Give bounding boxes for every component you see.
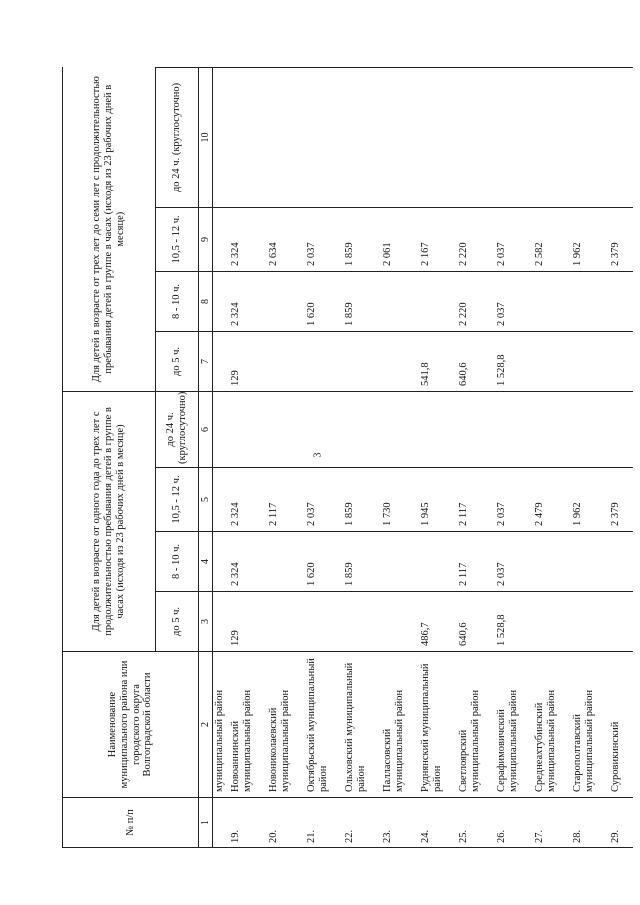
row-value-col-7 [381,331,419,391]
header-sub-3: 10,5 - 12 ч. [156,468,199,532]
row-value-col-9: 2 220 [457,207,495,271]
table-row [533,67,571,847]
table-row [381,67,419,847]
row-value-col-5: 2 117 [267,468,305,532]
row-value-col-8: 2 220 [457,271,495,331]
row-value-col-3 [343,592,381,652]
row-value-col-10 [609,67,633,207]
row-value-col-8: 2 324 [229,271,267,331]
row-value-col-9: 2 037 [495,207,533,271]
row-value-col-10 [457,67,495,207]
row-value-col-4: 2 324 [229,532,267,592]
row-value-col-10 [229,67,267,207]
row-value-col-4 [381,532,419,592]
row-value-col-5: 1 962 [571,468,609,532]
row-number: 28. [571,798,609,848]
row-value-col-6 [609,391,633,467]
row-value-col-10 [213,67,230,207]
row-value-col-3 [381,592,419,652]
row-name: муниципальный район [213,652,230,798]
table-row [213,67,230,847]
row-value-col-9: 2 634 [267,207,305,271]
row-name: Палласовский муниципальный район [381,652,419,798]
row-name: Старополтавский муниципальный район [571,652,609,798]
row-value-col-6 [229,391,267,467]
row-value-col-8 [267,271,305,331]
row-number: 25. [457,798,495,848]
row-value-col-8: 1 620 [305,271,343,331]
row-number [213,798,230,848]
row-value-col-8 [381,271,419,331]
row-value-col-10 [305,67,343,207]
row-value-col-3 [267,592,305,652]
row-value-col-6 [381,391,419,467]
table-row [305,67,343,847]
row-name: Среднеахтубинский муниципальный район [533,652,571,798]
row-value-col-9: 2 582 [533,207,571,271]
row-value-col-5: 1 730 [381,468,419,532]
header-group-1-3: Для детей в возрасте от одного года до трех лет с продолжительностью пребывания детей в группе в часах (исходя из 23 рабочих дней в месяце) [63,391,156,651]
row-name: Новоаннинский муниципальный район [229,652,267,798]
row-value-col-7: 1 528,8 [495,331,533,391]
row-value-col-4: 1 620 [305,532,343,592]
row-value-col-5: 2 379 [609,468,633,532]
table-row [343,67,381,847]
row-value-col-9: 2 037 [305,207,343,271]
header-colnum-9: 9 [199,207,213,271]
row-value-col-7: 541,8 [419,331,457,391]
row-value-col-3: 486,7 [419,592,457,652]
header-colnum-8: 8 [199,271,213,331]
header-sub-1: до 5 ч. [156,592,199,652]
row-value-col-5: 1 945 [419,468,457,532]
header-sub-2: 8 - 10 ч. [156,532,199,592]
row-value-col-3 [571,592,609,652]
row-value-col-3 [305,592,343,652]
row-value-col-8 [571,271,609,331]
row-value-col-10 [419,67,457,207]
row-number: 29. [609,798,633,848]
header-colnum-7: 7 [199,331,213,391]
row-value-col-4 [533,532,571,592]
row-value-col-7 [213,331,230,391]
row-value-col-6 [267,391,305,467]
row-value-col-5 [213,468,230,532]
row-number: 27. [533,798,571,848]
row-value-col-4 [267,532,305,592]
row-name: Ольховский муниципальный район [343,652,381,798]
row-value-col-4 [419,532,457,592]
row-value-col-10 [533,67,571,207]
table-row [267,67,305,847]
row-value-col-8 [213,271,230,331]
row-name: Октябрьский муниципальный район [305,652,343,798]
row-value-col-6 [571,391,609,467]
row-value-col-9 [213,207,230,271]
row-value-col-9: 2 061 [381,207,419,271]
header-name: Наименование муниципального района или городского округа Волгоградской области [63,652,199,798]
row-name: Серафимовичский муниципальный район [495,652,533,798]
row-value-col-3 [609,592,633,652]
row-value-col-4: 2 037 [495,532,533,592]
row-value-col-4: 1 859 [343,532,381,592]
row-value-col-5: 2 479 [533,468,571,532]
row-value-col-7: 640,6 [457,331,495,391]
header-colnum-1: 1 [199,798,213,848]
row-value-col-3: 1 528,8 [495,592,533,652]
row-value-col-10 [571,67,609,207]
row-value-col-4 [571,532,609,592]
row-value-col-5: 2 324 [229,468,267,532]
row-value-col-6 [343,391,381,467]
row-number: 26. [495,798,533,848]
row-value-col-10 [267,67,305,207]
tariff-table [62,67,633,848]
row-value-col-8: 2 037 [495,271,533,331]
row-name: Руднянский муниципальный район [419,652,457,798]
header-colnum-3: 3 [199,592,213,652]
header-sub-5: до 5 ч. [156,331,199,391]
page-number: 3 [312,452,324,458]
row-value-col-3 [533,592,571,652]
row-number: 22. [343,798,381,848]
table-row [495,67,533,847]
row-value-col-9: 2 379 [609,207,633,271]
row-value-col-5: 2 117 [457,468,495,532]
row-value-col-8 [419,271,457,331]
table-row [419,67,457,847]
row-value-col-5: 2 037 [495,468,533,532]
row-value-col-7: 129 [229,331,267,391]
row-number: 20. [267,798,305,848]
row-value-col-7 [305,331,343,391]
row-value-col-8 [533,271,571,331]
header-group-3-7: Для детей в возрасте от трех лет до семи лет с продолжительностью пребывания детей в группе в часах (исходя из 23 рабочих дней в месяце) [63,67,156,391]
header-no: № п/п [63,798,199,848]
row-value-col-8: 1 859 [343,271,381,331]
header-sub-4: до 24 ч. (круглосуточно) [156,391,199,467]
row-value-col-7 [267,331,305,391]
row-value-col-7 [343,331,381,391]
row-value-col-6 [457,391,495,467]
table-row [229,67,267,847]
row-value-col-10 [495,67,533,207]
header-colnum-10: 10 [199,67,213,207]
header-sub-6: 8 - 10 ч. [156,271,199,331]
row-value-col-3 [213,592,230,652]
row-value-col-7 [571,331,609,391]
row-value-col-5: 1 859 [343,468,381,532]
header-sub-7: 10,5 - 12 ч. [156,207,199,271]
row-number: 24. [419,798,457,848]
row-value-col-10 [343,67,381,207]
header-sub-8: до 24 ч. (круглосуточно) [156,67,199,207]
row-number: 21. [305,798,343,848]
row-name: Новониколаевский муниципальный район [267,652,305,798]
row-value-col-4 [609,532,633,592]
row-value-col-9: 2 324 [229,207,267,271]
rotated-page [62,68,640,848]
row-value-col-10 [381,67,419,207]
row-value-col-5: 2 037 [305,468,343,532]
row-value-col-3: 129 [229,592,267,652]
row-name: Суровикинский [609,652,633,798]
row-value-col-7 [609,331,633,391]
row-value-col-6 [213,391,230,467]
row-value-col-6 [419,391,457,467]
row-value-col-9: 2 167 [419,207,457,271]
header-colnum-4: 4 [199,532,213,592]
row-value-col-3: 640,6 [457,592,495,652]
row-name: Светлоярский муниципальный район [457,652,495,798]
table-row [609,67,633,847]
row-value-col-9: 1 962 [571,207,609,271]
row-value-col-6 [305,391,343,467]
row-value-col-8 [609,271,633,331]
row-value-col-7 [533,331,571,391]
row-value-col-6 [533,391,571,467]
table-row [457,67,495,847]
row-value-col-4: 2 117 [457,532,495,592]
header-colnum-6: 6 [199,391,213,467]
row-number: 23. [381,798,419,848]
row-value-col-6 [495,391,533,467]
header-colnum-2: 2 [199,652,213,798]
row-value-col-9: 1 859 [343,207,381,271]
row-number: 19. [229,798,267,848]
row-value-col-4 [213,532,230,592]
header-colnum-5: 5 [199,468,213,532]
table-row [571,67,609,847]
